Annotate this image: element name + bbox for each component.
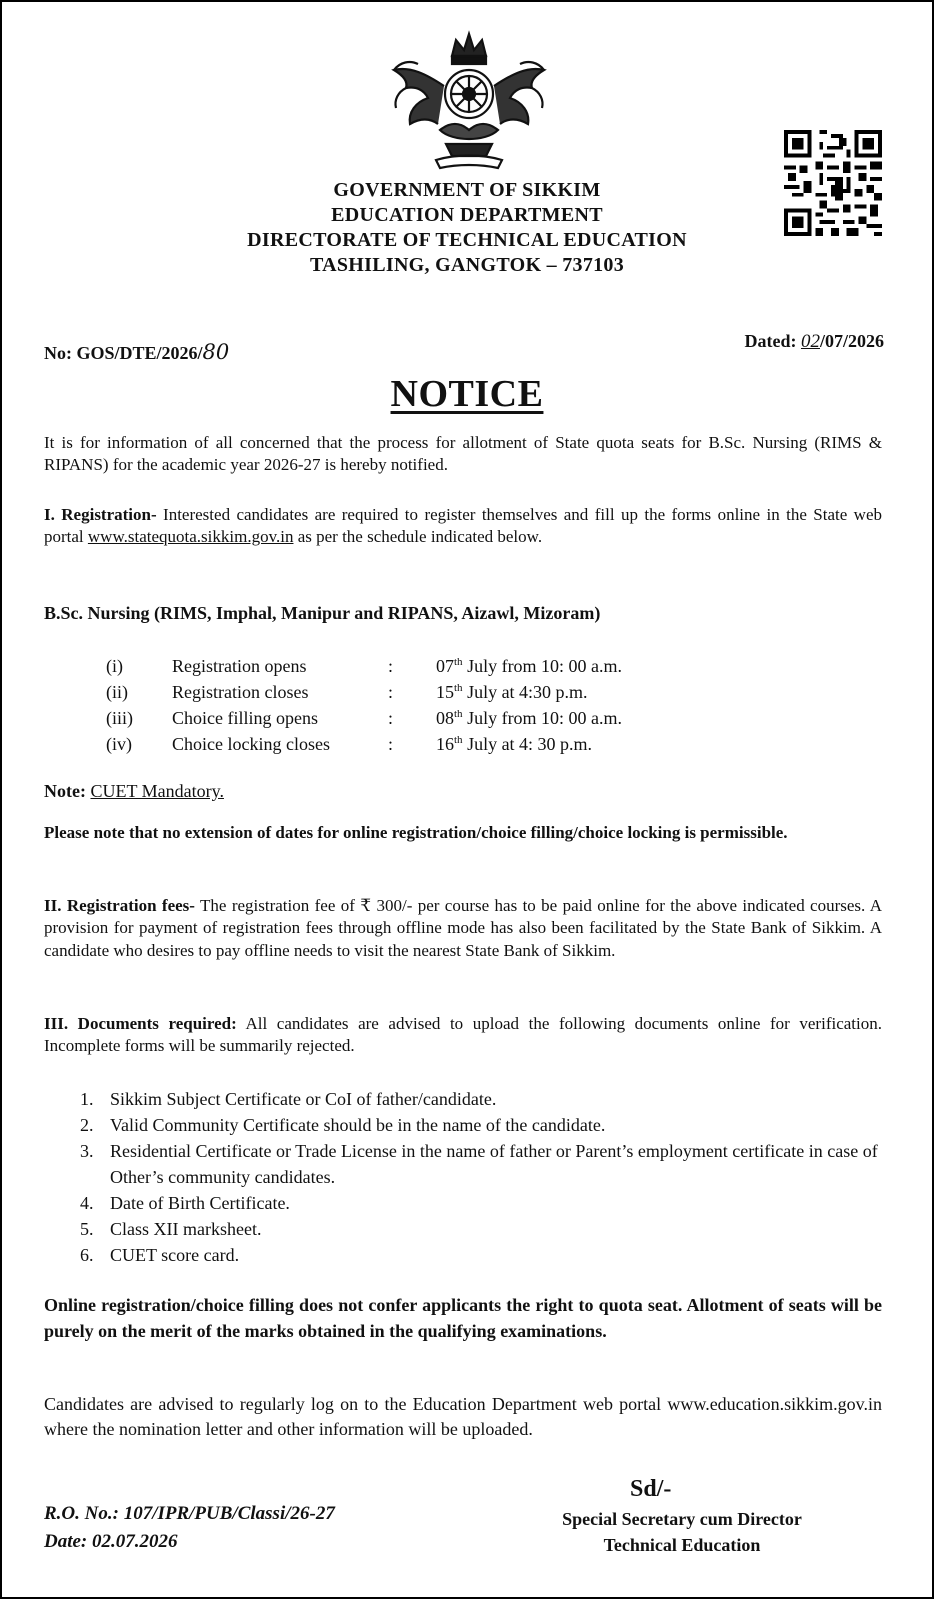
reference-prefix: No: GOS/DTE/2026/ bbox=[44, 343, 203, 363]
list-item-number: 3. bbox=[80, 1141, 94, 1161]
list-item-text: CUET score card. bbox=[110, 1245, 240, 1265]
signature-sd: Sd/- bbox=[630, 1476, 672, 1502]
schedule-time: July at 4: 30 p.m. bbox=[462, 734, 593, 755]
schedule-time: July from 10: 00 a.m. bbox=[462, 656, 623, 677]
note-line bbox=[44, 780, 882, 804]
signatory-block bbox=[522, 1506, 842, 1558]
schedule-number: (i) bbox=[106, 656, 123, 677]
release-order bbox=[44, 1500, 335, 1556]
statequota-portal-link[interactable]: www.statequota.sikkim.gov.in bbox=[87, 527, 294, 547]
note-text: CUET Mandatory. bbox=[90, 781, 224, 801]
list-item-number: 5. bbox=[80, 1219, 94, 1239]
registration-text-after: as per the schedule indicated below. bbox=[293, 527, 543, 547]
schedule-colon: : bbox=[388, 682, 394, 703]
list-item-number: 1. bbox=[80, 1089, 94, 1109]
release-order-date: Date: 02.07.2026 bbox=[44, 1531, 178, 1552]
documents-text: All candidates are advised to upload the following documents online for verification. Incomplete forms will be summarily rejected. bbox=[44, 1014, 882, 1056]
letterhead-department: EDUCATION DEPARTMENT bbox=[331, 204, 603, 226]
registration-paragraph bbox=[44, 504, 882, 549]
list-item-text: Valid Community Certificate should be in the name of the candidate. bbox=[110, 1115, 606, 1135]
list-item-text: Date of Birth Certificate. bbox=[110, 1193, 290, 1213]
letterhead-directorate: DIRECTORATE OF TECHNICAL EDUCATION bbox=[247, 229, 687, 251]
date-handwritten-day: 02 bbox=[800, 331, 820, 352]
course-heading: B.Sc. Nursing (RIMS, Imphal, Manipur and RIPANS, Aizawl, Mizoram) bbox=[44, 603, 601, 623]
signatory-office: Technical Education bbox=[603, 1535, 761, 1555]
letterhead-address: TASHILING, GANGTOK – 737103 bbox=[309, 254, 625, 276]
notice-title-wrap bbox=[2, 369, 932, 419]
intro-paragraph: It is for information of all concerned that the process for allotment of State quota seats for B.Sc. Nursing (RIMS & RIPANS) for the academic year 2026-27 is hereby notified. bbox=[44, 433, 882, 475]
schedule-day-suffix: th bbox=[454, 682, 463, 695]
letterhead bbox=[2, 178, 932, 278]
schedule-day-suffix: th bbox=[454, 656, 463, 669]
signatory-designation: Special Secretary cum Director bbox=[562, 1509, 802, 1529]
schedule-date bbox=[436, 681, 588, 705]
documents-paragraph bbox=[44, 1013, 882, 1058]
list-item bbox=[80, 1086, 882, 1112]
sikkim-state-emblem-icon bbox=[386, 26, 552, 176]
list-item-number: 2. bbox=[80, 1115, 94, 1135]
documents-heading: III. Documents required: bbox=[44, 1014, 237, 1033]
reference-handwritten-number: 80 bbox=[202, 340, 230, 364]
fees-paragraph bbox=[44, 895, 882, 962]
schedule-label: Choice filling opens bbox=[172, 708, 318, 729]
schedule-time: July from 10: 00 a.m. bbox=[462, 708, 623, 729]
list-item-text: Class XII marksheet. bbox=[110, 1219, 262, 1239]
letterhead-government: GOVERNMENT OF SIKKIM bbox=[333, 179, 601, 201]
schedule-label: Registration closes bbox=[172, 682, 309, 703]
schedule-day: 16 bbox=[436, 734, 454, 755]
schedule-day-suffix: th bbox=[454, 734, 463, 747]
schedule-day: 08 bbox=[436, 708, 454, 729]
list-item-text: Residential Certificate or Trade License in the name of father or Parent’s employment certificate in case of Other’s community candidates. bbox=[110, 1141, 878, 1187]
list-item bbox=[80, 1138, 882, 1190]
notice-date bbox=[744, 329, 884, 354]
reference-number bbox=[44, 339, 229, 367]
registration-text-before: Interested candidates are required to register themselves and fill up the forms online in the State web portal bbox=[44, 505, 882, 547]
schedule-colon: : bbox=[388, 656, 394, 677]
schedule-row bbox=[106, 654, 666, 680]
list-item bbox=[80, 1112, 882, 1138]
portal-advice: Candidates are advised to regularly log on to the Education Department web portal www.education.sikkim.gov.in where the nomination letter and other information will be uploaded. bbox=[44, 1394, 882, 1439]
note-label: Note: bbox=[44, 781, 86, 801]
schedule-date bbox=[436, 655, 622, 679]
schedule-label: Choice locking closes bbox=[172, 734, 330, 755]
schedule-row bbox=[106, 706, 666, 732]
fees-text: The registration fee of ₹ 300/- per course has to be paid online for the above indicated courses. A provision for payment of registration fees through offline mode has also been facilitated by the State Bank of Sikkim. A candidate who desires to pay offline needs to visit the nearest State Bank of Sikkim. bbox=[44, 896, 883, 960]
list-item bbox=[80, 1216, 882, 1242]
schedule-list bbox=[106, 654, 666, 758]
schedule-date bbox=[436, 707, 622, 731]
date-label: Dated: bbox=[744, 331, 797, 351]
schedule-row bbox=[106, 732, 666, 758]
list-item-text: Sikkim Subject Certificate or CoI of father/candidate. bbox=[110, 1089, 497, 1109]
schedule-number: (iv) bbox=[106, 734, 132, 755]
schedule-number: (iii) bbox=[106, 708, 133, 729]
schedule-time: July at 4:30 p.m. bbox=[462, 682, 588, 703]
registration-heading: I. Registration- bbox=[44, 505, 157, 524]
fees-heading: II. Registration fees- bbox=[44, 896, 195, 915]
schedule-colon: : bbox=[388, 734, 394, 755]
documents-list bbox=[80, 1086, 882, 1268]
schedule-colon: : bbox=[388, 708, 394, 729]
schedule-date bbox=[436, 733, 592, 757]
schedule-row bbox=[106, 680, 666, 706]
schedule-day-suffix: th bbox=[454, 708, 463, 721]
extension-note: Please note that no extension of dates for online registration/choice filling/choice locking is permissible. bbox=[44, 823, 788, 842]
notice-title: NOTICE bbox=[390, 373, 544, 415]
list-item-number: 6. bbox=[80, 1245, 94, 1265]
schedule-number: (ii) bbox=[106, 682, 128, 703]
schedule-day: 07 bbox=[436, 656, 454, 677]
merit-disclaimer: Online registration/choice filling does not confer applicants the right to quota seat. Allotment of seats will be purely on the merit of the marks obtained in the qualifying examinations. bbox=[44, 1295, 882, 1341]
schedule-label: Registration opens bbox=[172, 656, 307, 677]
list-item-number: 4. bbox=[80, 1193, 94, 1213]
list-item bbox=[80, 1190, 882, 1216]
release-order-number: R.O. No.: 107/IPR/PUB/Classi/26-27 bbox=[44, 1503, 335, 1524]
schedule-day: 15 bbox=[436, 682, 454, 703]
date-rest: /07/2026 bbox=[819, 331, 884, 351]
list-item bbox=[80, 1242, 882, 1268]
